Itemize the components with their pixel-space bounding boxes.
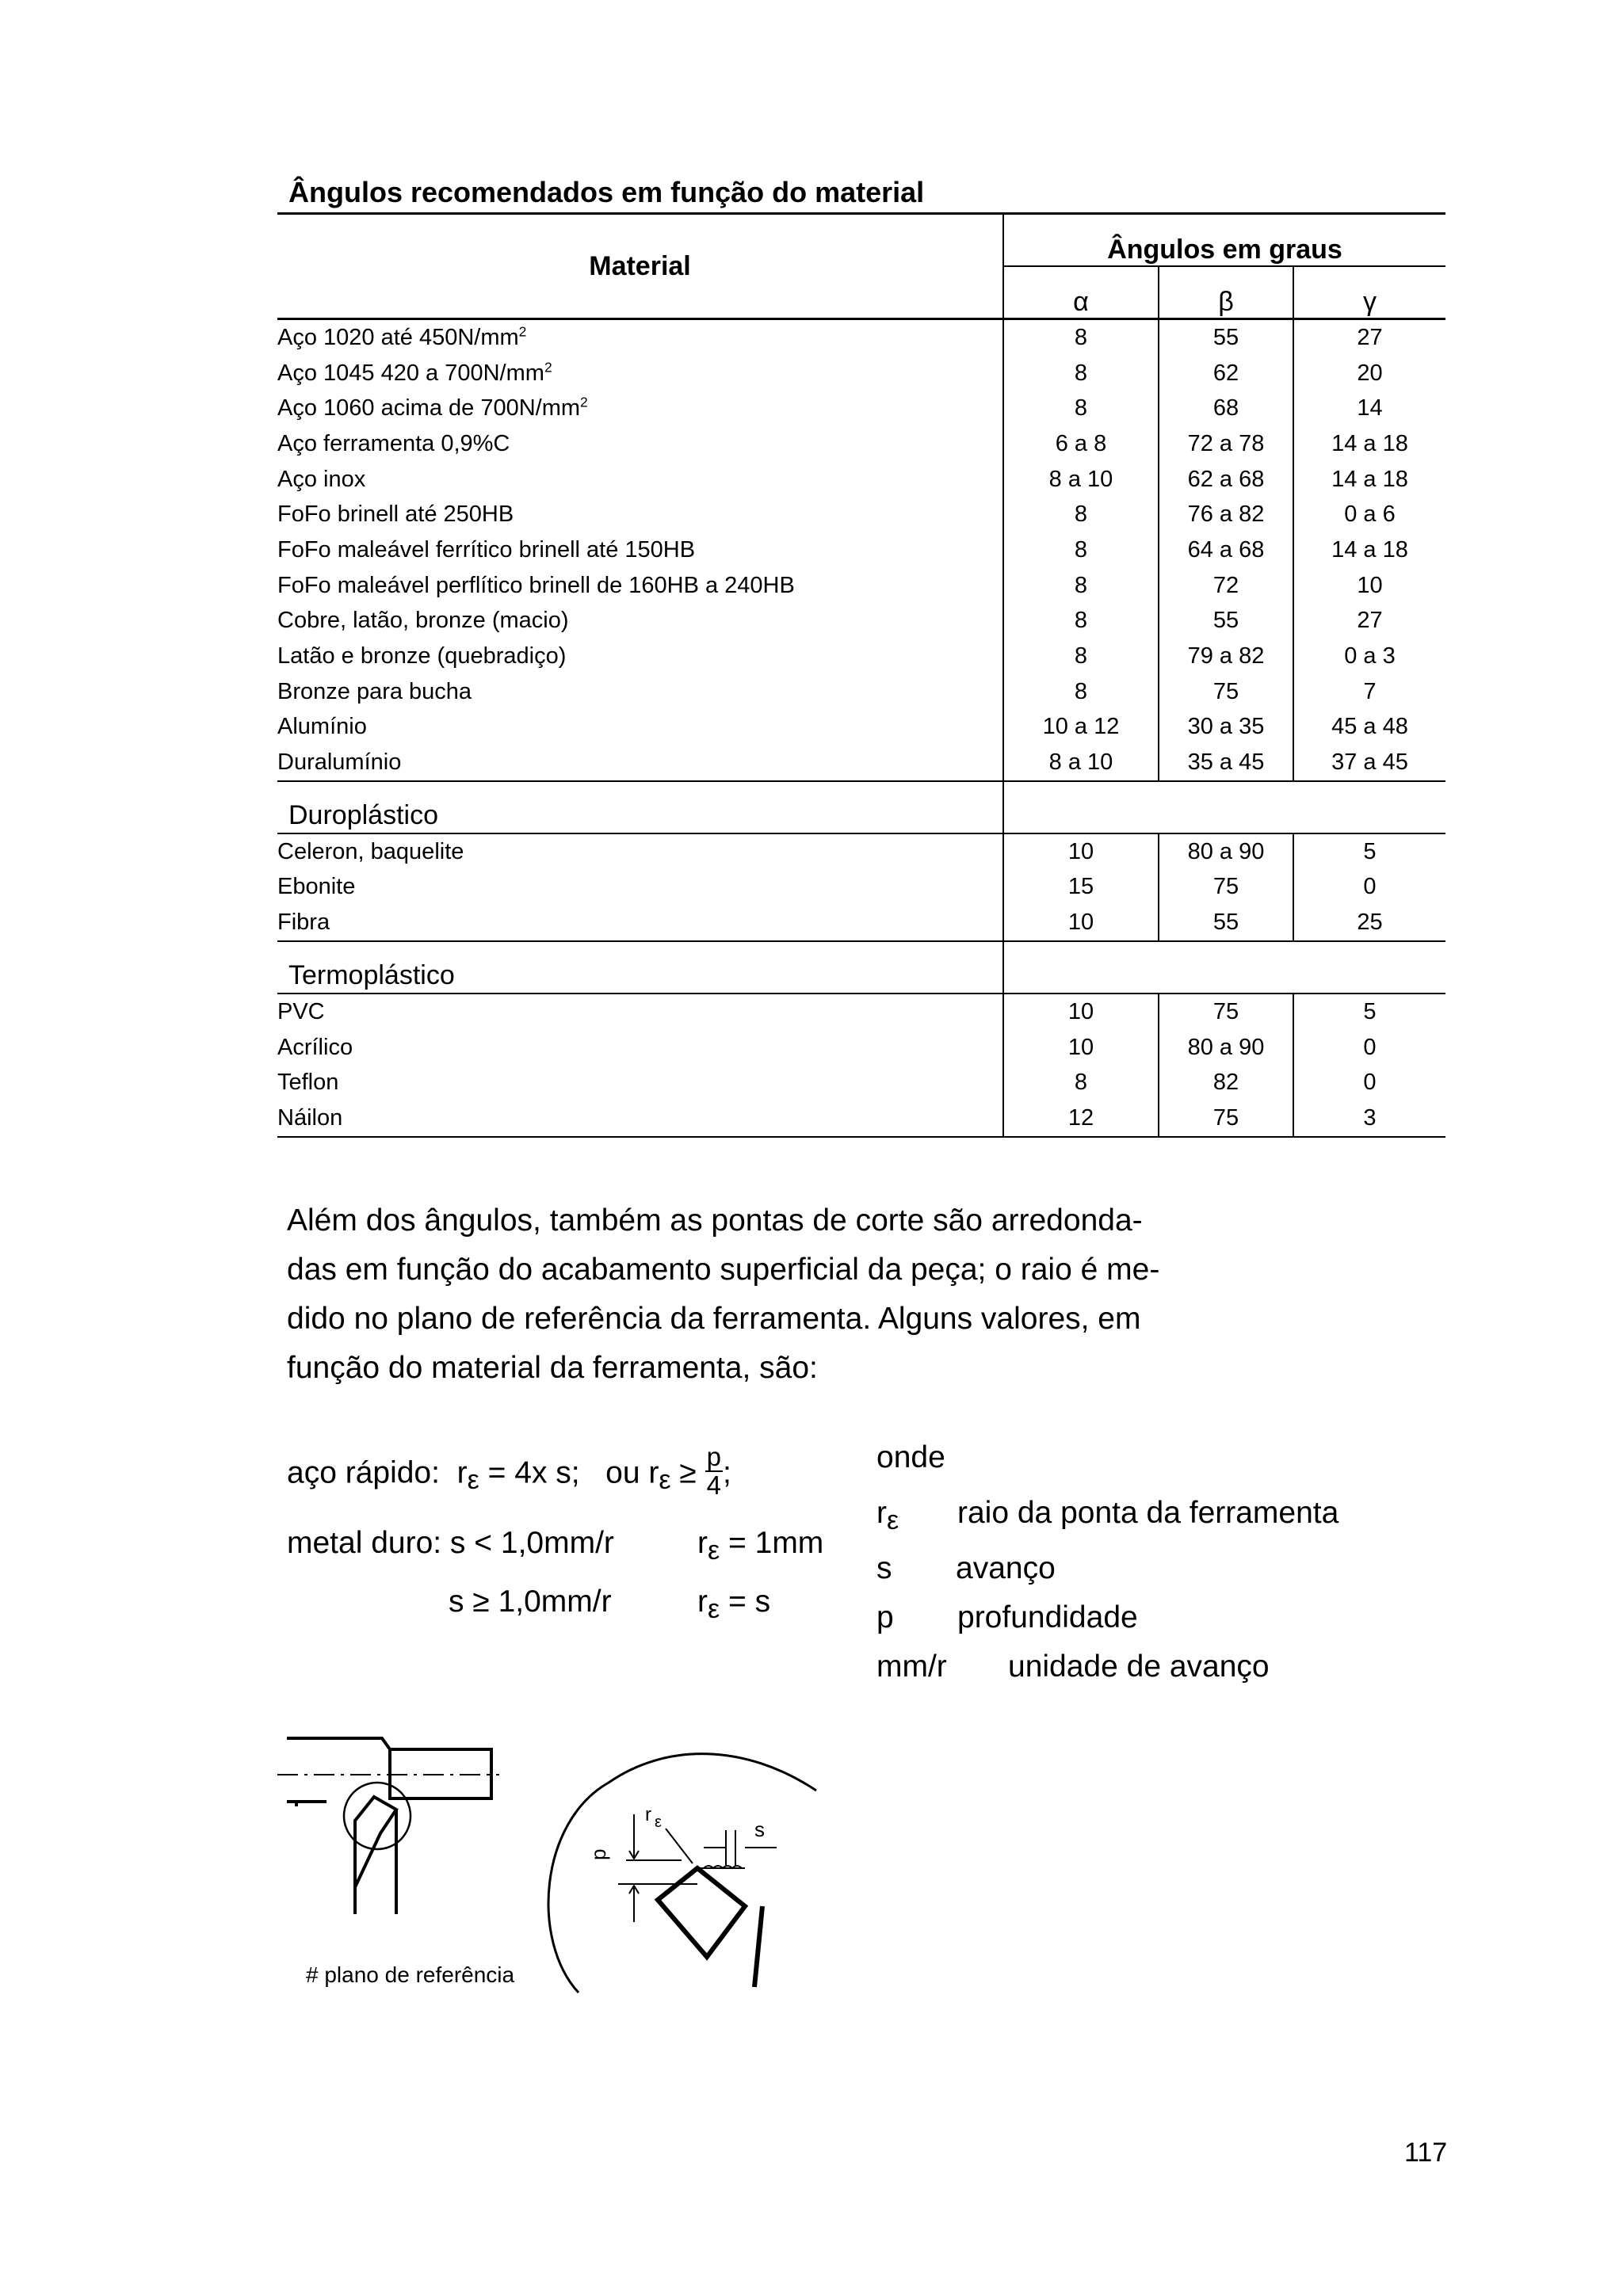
- formula-metal-duro-2-result: [697, 1585, 771, 1624]
- group-label: Duroplástico: [277, 781, 1003, 833]
- beta-cell: 55: [1159, 604, 1293, 639]
- material-name: FoFo maleável perflítico brinell de 160HB a 240HB: [277, 572, 795, 598]
- beta-cell: 55: [1159, 319, 1293, 356]
- alpha-cell: 8 a 10: [1048, 466, 1113, 492]
- eq-s: = s: [728, 1585, 771, 1619]
- legend-symbol: r: [876, 1496, 887, 1530]
- label-s: s: [754, 1817, 765, 1841]
- material-cell: [277, 426, 1003, 462]
- epsilon-subscript: ε: [467, 1465, 479, 1496]
- formula-metal-duro-2: [449, 1585, 612, 1619]
- gamma-cell: 0: [1363, 1070, 1377, 1096]
- gamma-cell: 45 a 48: [1331, 714, 1408, 740]
- alpha-cell: 8: [1074, 536, 1088, 563]
- formula-aco-rapido: [287, 1442, 731, 1502]
- alpha-cell: 8: [1074, 1070, 1088, 1096]
- table-row: [277, 497, 1445, 532]
- material-name: Latão e bronze (quebradiço): [277, 643, 567, 669]
- beta-cell: 79 a 82: [1159, 639, 1293, 674]
- legend-onde: onde: [876, 1440, 945, 1474]
- legend-desc: profundidade: [957, 1600, 1138, 1634]
- label-r: r: [645, 1804, 651, 1825]
- material-cell: [277, 604, 1003, 639]
- table-row: [277, 639, 1445, 674]
- table-header-row: [277, 214, 1445, 267]
- material-cell: [277, 710, 1003, 746]
- material-name: Alumínio: [277, 714, 367, 740]
- alpha-cell: 10 a 12: [1042, 714, 1120, 740]
- material-name: Ebonite: [277, 874, 356, 900]
- material-header: Material: [277, 214, 1003, 319]
- alpha-cell: 8: [1074, 360, 1088, 386]
- page-number: 117: [1404, 2138, 1448, 2168]
- beta-cell: 72: [1159, 568, 1293, 604]
- alpha-cell: 8: [1074, 643, 1088, 669]
- material-name: Aço 1045 420 a 700N/mm: [277, 360, 544, 386]
- paragraph-line: dido no plano de referência da ferramenta. Alguns valores, em: [287, 1302, 1141, 1336]
- gamma-cell: 37 a 45: [1293, 745, 1445, 781]
- alpha-cell: 12: [1003, 1100, 1159, 1137]
- alpha-cell: 8: [1074, 572, 1088, 598]
- beta-cell: 75: [1159, 674, 1293, 710]
- angles-table: [277, 212, 1445, 1138]
- alpha-cell: 8 a 10: [1003, 745, 1159, 781]
- s-geq-label: s ≥ 1,0mm/r: [449, 1585, 612, 1619]
- workpiece-outline: [287, 1738, 390, 1786]
- fraction-p-over-4: [705, 1444, 723, 1499]
- alpha-cell: 8: [1074, 395, 1088, 421]
- material-cell: [277, 639, 1003, 674]
- gamma-cell: 14 a 18: [1331, 466, 1408, 492]
- material-cell: [277, 1030, 1003, 1066]
- alpha-cell: 8: [1074, 678, 1088, 704]
- gamma-cell: 5: [1363, 838, 1377, 864]
- gamma-cell: 14 a 18: [1331, 430, 1408, 456]
- semicolon: ;: [722, 1455, 731, 1490]
- table-row: [277, 568, 1445, 604]
- tool-insert: [658, 1868, 745, 1957]
- material-name: Teflon: [277, 1070, 339, 1096]
- table-row: [277, 426, 1445, 462]
- material-cell: [277, 1065, 1003, 1100]
- table-row: [277, 710, 1445, 746]
- beta-cell: 55: [1159, 905, 1293, 941]
- figure-caption: # plano de referência: [306, 1962, 515, 1987]
- material-name: Cobre, latão, bronze (macio): [277, 608, 569, 634]
- eq-4xs: = 4x s;: [487, 1455, 580, 1490]
- beta-cell: 62: [1159, 356, 1293, 391]
- beta-cell: 68: [1159, 391, 1293, 426]
- beta-header: β: [1159, 266, 1293, 319]
- beta-cell: 80 a 90: [1159, 833, 1293, 870]
- material-cell: [277, 905, 1003, 941]
- page-title: Ângulos recomendados em função do material: [288, 176, 925, 208]
- metal-duro-label: metal duro: s < 1,0mm/r: [287, 1526, 614, 1560]
- material-cell: [277, 1100, 1003, 1137]
- beta-cell: 64 a 68: [1159, 532, 1293, 568]
- gamma-header: γ: [1293, 266, 1445, 319]
- legend-subscript: ε: [887, 1505, 899, 1535]
- material-cell: [277, 391, 1003, 426]
- beta-cell: 72 a 78: [1159, 426, 1293, 462]
- group-duroplastico: [277, 781, 1445, 833]
- tool-tip: [355, 1797, 396, 1887]
- legend-desc: raio da ponta da ferramenta: [957, 1496, 1339, 1530]
- group-label: Termoplástico: [277, 941, 1003, 994]
- tool-detail-view: [548, 1754, 816, 1993]
- gamma-cell: 0 a 3: [1344, 643, 1396, 669]
- group-empty-cell: [1003, 781, 1445, 833]
- material-cell: [277, 745, 1003, 781]
- fraction-denominator: 4: [706, 1470, 721, 1500]
- group-empty-cell: [1003, 941, 1445, 994]
- beta-cell: 35 a 45: [1159, 745, 1293, 781]
- tool-side-view: [287, 1738, 491, 1914]
- material-name: Duralumínio: [277, 749, 402, 776]
- alpha-cell: 6 a 8: [1055, 430, 1107, 456]
- geq-symbol: ≥: [679, 1455, 697, 1490]
- material-cell: [277, 994, 1003, 1030]
- material-name: FoFo maleável ferrítico brinell até 150HB: [277, 536, 696, 563]
- material-cell: [277, 319, 1003, 356]
- table-row: [277, 1100, 1445, 1137]
- eq-1mm: = 1mm: [728, 1526, 824, 1560]
- r-symbol: r: [456, 1455, 468, 1490]
- legend-symbol: mm/r: [876, 1650, 947, 1684]
- legend-symbol: s: [876, 1551, 892, 1585]
- paragraph-line: Além dos ângulos, também as pontas de corte são arredonda-: [287, 1203, 1143, 1238]
- group-termoplastico: [277, 941, 1445, 994]
- r-symbol: r: [697, 1526, 708, 1560]
- superscript: 2: [580, 394, 588, 410]
- gamma-cell: 27: [1357, 608, 1383, 634]
- alpha-cell: 15: [1067, 874, 1094, 900]
- table-row: [277, 994, 1445, 1030]
- table-row: [277, 319, 1445, 356]
- metals-section: [277, 319, 1445, 781]
- superscript: 2: [544, 358, 552, 375]
- gamma-cell: 0: [1363, 874, 1377, 900]
- alpha-cell: 8: [1074, 502, 1088, 528]
- epsilon-subscript: ε: [708, 1594, 720, 1624]
- material-cell: [277, 462, 1003, 498]
- beta-cell: 82: [1159, 1065, 1293, 1100]
- material-name: Aço 1060 acima de 700N/mm: [277, 395, 581, 421]
- material-name: Náilon: [277, 1104, 343, 1131]
- paragraph-line: função do material da ferramenta, são:: [287, 1351, 818, 1385]
- material-name: Aço inox: [277, 466, 366, 492]
- table-row: [277, 833, 1445, 870]
- alpha-header: α: [1003, 266, 1159, 319]
- material-cell: [277, 497, 1003, 532]
- table-row: [277, 462, 1445, 498]
- gamma-cell: 5: [1363, 998, 1377, 1024]
- legend-item-r: [876, 1496, 899, 1535]
- material-name: Fibra: [277, 910, 330, 936]
- beta-cell: 80 a 90: [1159, 1030, 1293, 1066]
- material-name: Acrílico: [277, 1034, 353, 1060]
- beta-cell: 75: [1159, 1100, 1293, 1137]
- gamma-cell: 20: [1357, 360, 1383, 386]
- fraction-numerator: p: [706, 1442, 721, 1471]
- beta-cell: 30 a 35: [1159, 710, 1293, 746]
- table-row: [277, 870, 1445, 906]
- table-row: [277, 745, 1445, 781]
- legend-symbol: p: [876, 1600, 894, 1634]
- material-cell: [277, 532, 1003, 568]
- gamma-cell: 7: [1363, 678, 1377, 704]
- material-name: Aço ferramenta 0,9%C: [277, 430, 510, 456]
- paragraph-line: das em função do acabamento superficial da peça; o raio é me-: [287, 1253, 1160, 1287]
- explanation-paragraph: [287, 1196, 1476, 1393]
- ou-r: ou r: [605, 1455, 659, 1490]
- beta-cell: 62 a 68: [1159, 462, 1293, 498]
- aco-rapido-label: aço rápido:: [287, 1455, 440, 1490]
- gamma-cell: 10: [1357, 572, 1383, 598]
- gamma-cell: 0 a 6: [1344, 502, 1396, 528]
- termoplastico-section: [277, 941, 1445, 1137]
- label-eps: ε: [655, 1814, 662, 1831]
- gamma-cell: 3: [1293, 1100, 1445, 1137]
- radius-leader: [666, 1829, 693, 1863]
- material-cell: [277, 833, 1003, 870]
- table-row: [277, 905, 1445, 941]
- table-row: [277, 1065, 1445, 1100]
- material-name: FoFo brinell até 250HB: [277, 502, 514, 528]
- table-row: [277, 674, 1445, 710]
- gamma-cell: 14 a 18: [1331, 536, 1408, 563]
- detail-circle-arc: [548, 1754, 816, 1993]
- beta-cell: 75: [1159, 870, 1293, 906]
- gamma-cell: 27: [1357, 324, 1383, 350]
- beta-cell: 76 a 82: [1159, 497, 1293, 532]
- gamma-cell: 14: [1357, 395, 1383, 421]
- table-row: [277, 391, 1445, 426]
- alpha-cell: 10: [1067, 1034, 1094, 1060]
- material-name: Celeron, baquelite: [277, 838, 464, 864]
- superscript: 2: [518, 323, 527, 340]
- beta-cell: 75: [1159, 994, 1293, 1030]
- gamma-cell: 0: [1363, 1034, 1377, 1060]
- duroplastico-section: [277, 781, 1445, 941]
- alpha-cell: 8: [1074, 608, 1088, 634]
- material-cell: [277, 568, 1003, 604]
- table-row: [277, 532, 1445, 568]
- material-cell: [277, 870, 1003, 906]
- r-symbol: r: [697, 1585, 708, 1619]
- label-p: p: [586, 1848, 610, 1860]
- material-cell: [277, 674, 1003, 710]
- material-name: Aço 1020 até 450N/mm: [277, 324, 519, 350]
- table-row: [277, 356, 1445, 391]
- legend-desc: unidade de avanço: [1008, 1650, 1270, 1684]
- table-row: [277, 1030, 1445, 1066]
- formula-metal-duro-1-result: [697, 1526, 824, 1566]
- alpha-cell: 8: [1074, 324, 1088, 350]
- cutting-tool-figure: [269, 1711, 824, 1997]
- epsilon-subscript: ε: [708, 1535, 720, 1566]
- material-name: Bronze para bucha: [277, 678, 472, 704]
- epsilon-subscript: ε: [659, 1465, 671, 1496]
- material-name: PVC: [277, 998, 325, 1024]
- tool-holder-edge: [754, 1906, 762, 1987]
- alpha-cell: 10: [1067, 998, 1094, 1024]
- legend-desc: avanço: [956, 1551, 1056, 1585]
- material-cell: [277, 356, 1003, 391]
- gamma-cell: 25: [1293, 905, 1445, 941]
- formula-metal-duro-1: [287, 1526, 614, 1561]
- table-row: [277, 604, 1445, 639]
- alpha-cell: 10: [1067, 838, 1094, 864]
- angles-header: Ângulos em graus: [1003, 214, 1445, 267]
- alpha-cell: 10: [1003, 905, 1159, 941]
